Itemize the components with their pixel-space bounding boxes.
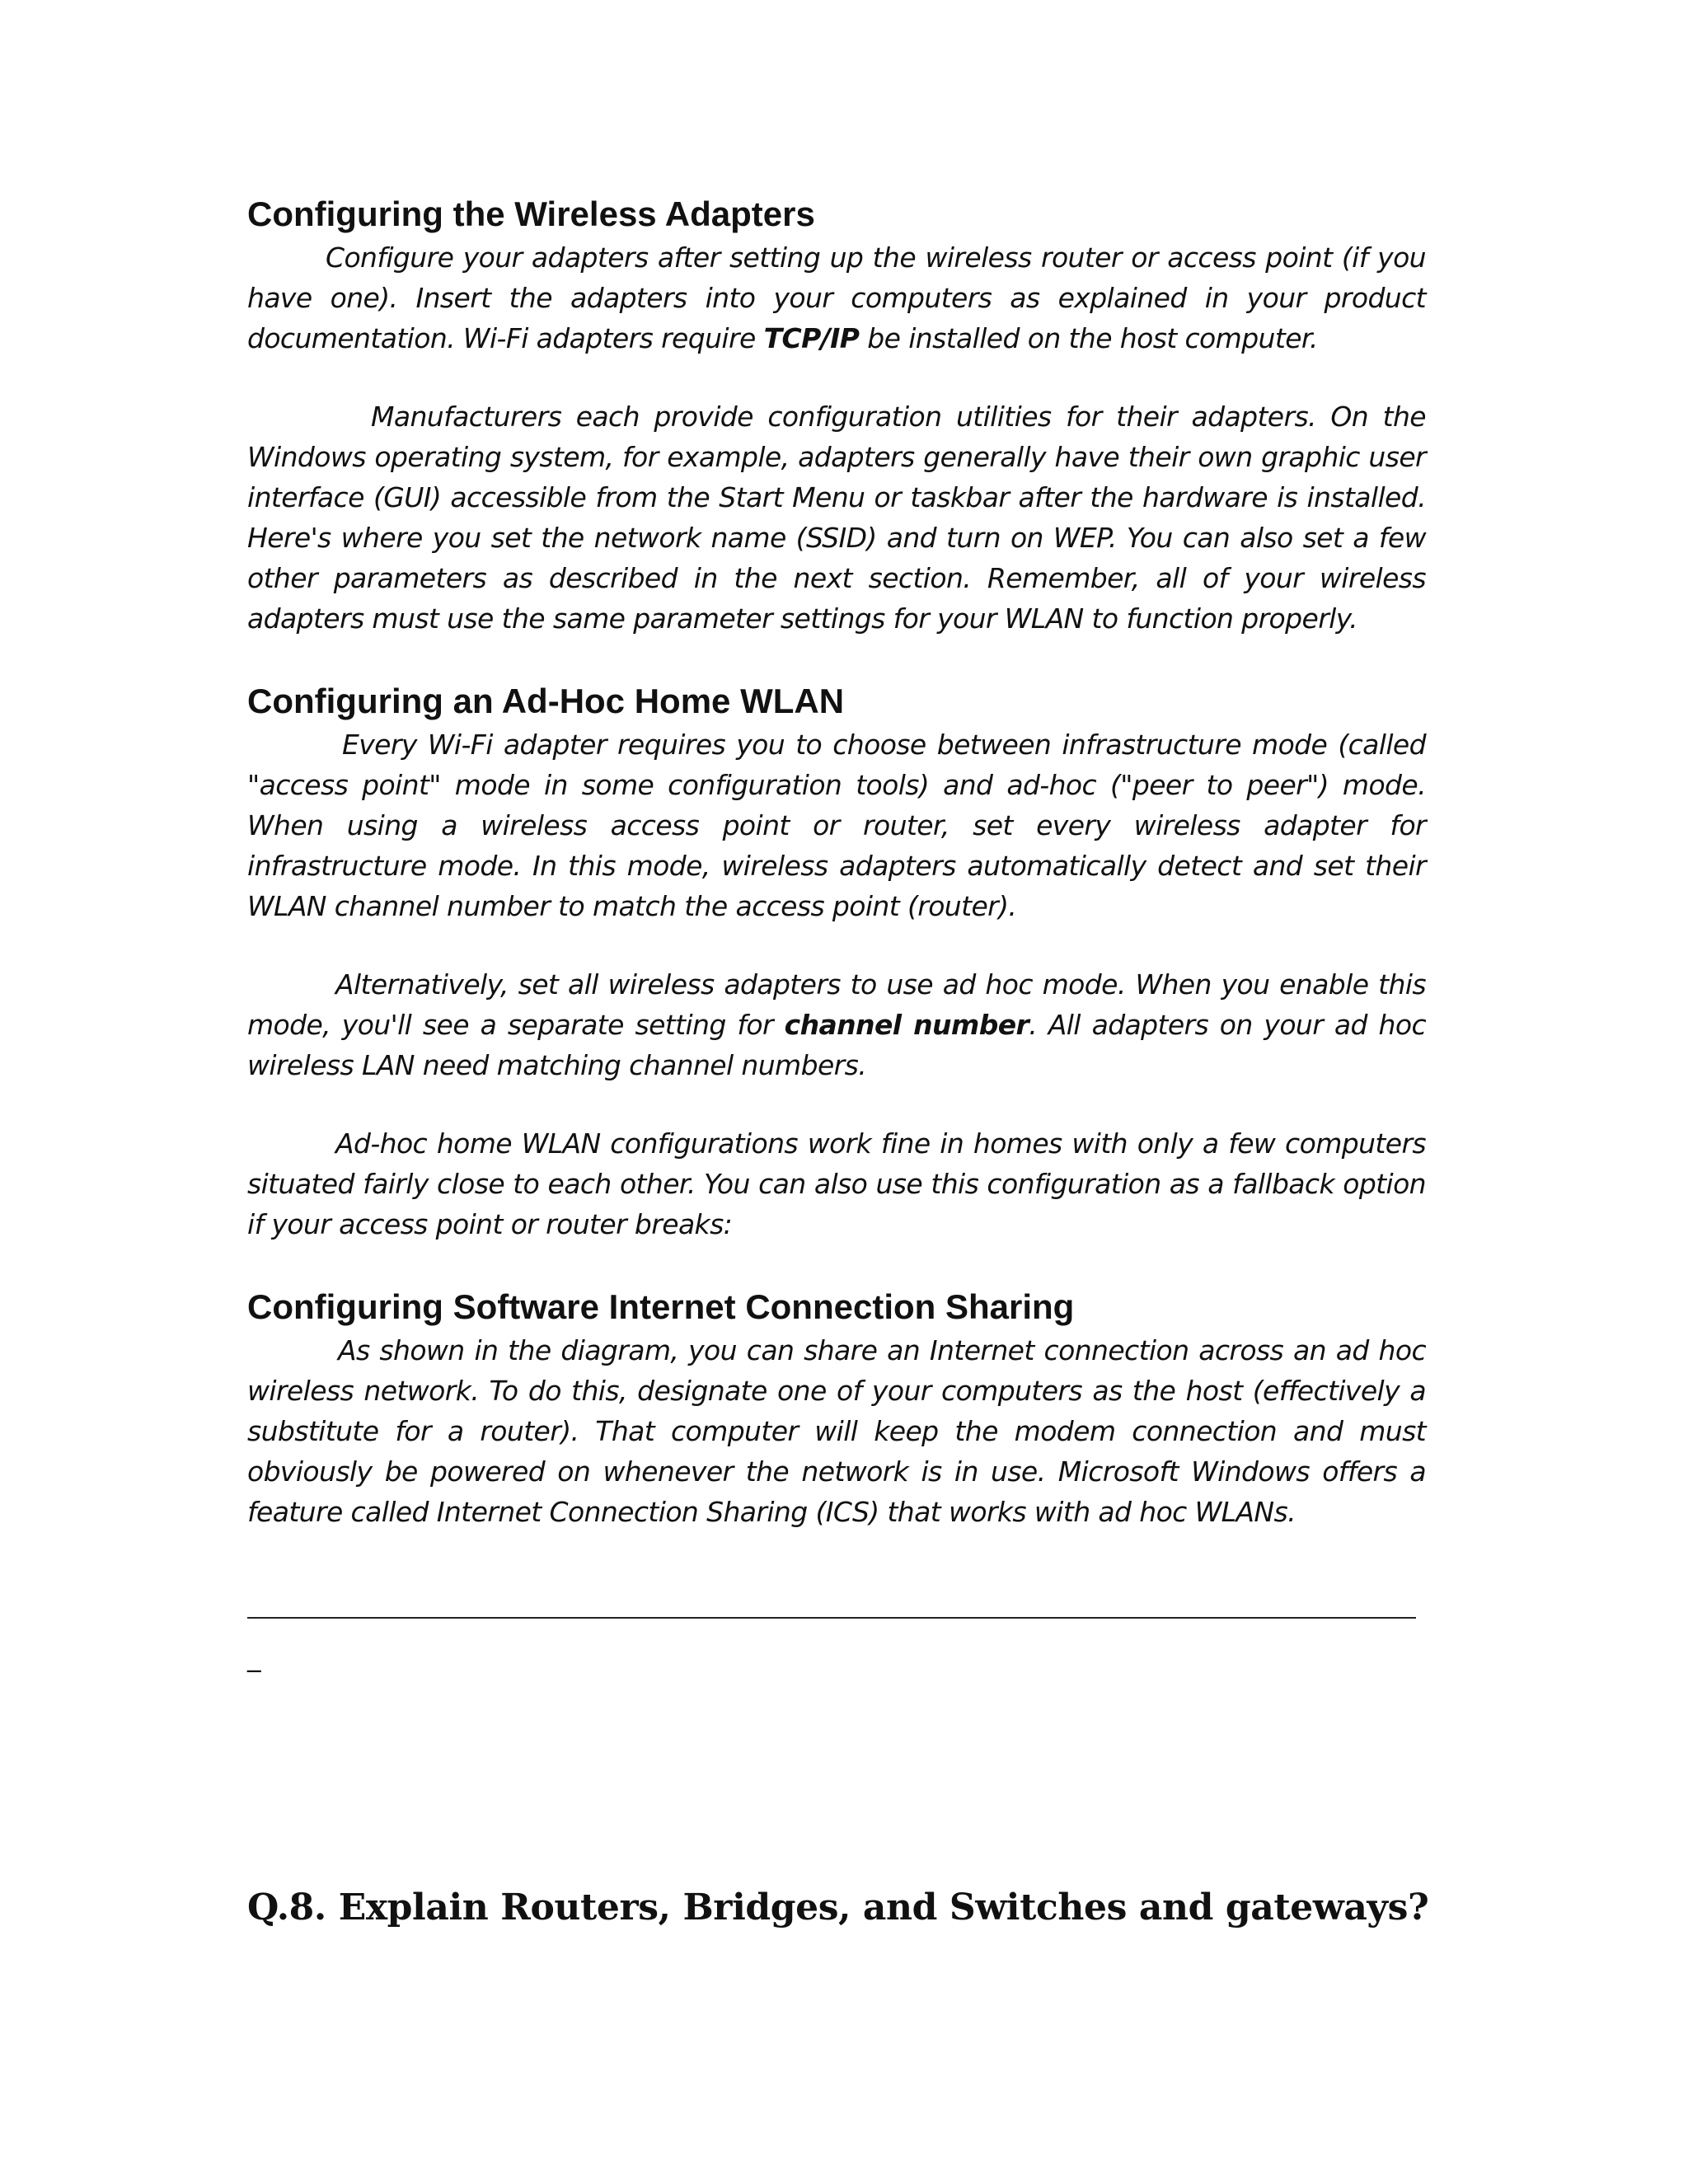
body-paragraph [247, 724, 1426, 926]
paragraph-gap [247, 1085, 1426, 1123]
bold-term: TCP/IP [763, 322, 860, 354]
paragraph-text: be installed on the host computer. [859, 322, 1318, 354]
underscore-mark: _ [247, 1640, 261, 1672]
section-heading: Configuring Software Internet Connection Sharing [247, 1287, 1075, 1326]
paragraph-text: Alternatively, set all wireless adapters to use ad hoc mode. When you enable this mode, you'll see a separate setting for [247, 968, 1426, 1041]
bold-term: channel number [784, 1009, 1029, 1041]
body-paragraph [247, 396, 1426, 639]
paragraph-text: Manufacturers each provide configuration utilities for their adapters. On the Windows operating system, for example, adapters generally have their own graphic user interface (GUI) accessible from the Start Menu or taskbar after the hardware is installed. Here's where you set the network name (SSID) and turn on WEP. You can also set a few other parameters as described in the next section. Remember, all of your wireless adapters must use the same parameter settings for your WLAN to function properly. [247, 401, 1426, 635]
paragraph-gap [247, 926, 1426, 964]
paragraph-gap [247, 359, 1426, 396]
question-heading: Q.8. Explain Routers, Bridges, and Switches and gateways? [247, 1886, 1429, 1929]
document-section [247, 1284, 1426, 1532]
paragraph-text: As shown in the diagram, you can share an Internet connection across an ad hoc wireless network. To do this, designate one of your computers as the host (effectively a substitute for a router). That computer will keep the modem connection and must obviously be powered on whenever the network is in use. Microsoft Windows offers a feature called Internet Connection Sharing (ICS) that works with ad hoc WLANs. [247, 1334, 1426, 1528]
body-paragraph [247, 1123, 1426, 1244]
paragraph-text: Every Wi-Fi adapter requires you to choose between infrastructure mode (called "access point" mode in some configuration tools) and ad-hoc ("peer to peer") mode. When using a wireless access point or router, set every wireless adapter for infrastructure mode. In this mode, wireless adapters automatically detect and set their WLAN channel number to match the access point (router). [247, 729, 1426, 922]
paragraph-text: . All adapters on your ad hoc wireless LAN need matching channel numbers. [247, 1009, 1426, 1081]
document-body [247, 191, 1426, 1532]
paragraph-text: Ad-hoc home WLAN configurations work fine in homes with only a few computers situated fairly close to each other. You can also use this configuration as a fallback option if your access point or router breaks: [247, 1127, 1426, 1240]
section-gap [247, 1244, 1426, 1284]
body-paragraph [247, 964, 1426, 1085]
section-heading: Configuring an Ad-Hoc Home WLAN [247, 682, 845, 720]
body-paragraph [247, 1330, 1426, 1532]
document-section [247, 191, 1426, 639]
section-heading: Configuring the Wireless Adapters [247, 194, 815, 233]
body-paragraph [247, 237, 1426, 359]
document-section [247, 678, 1426, 1244]
horizontal-rule [247, 1617, 1416, 1619]
paragraph-text: Configure your adapters after setting up the wireless router or access point (if you have one). Insert the adapters into your computers as explained in your product documentation. Wi-Fi adapters require [247, 241, 1426, 354]
section-gap [247, 639, 1426, 678]
divider-line [247, 1617, 1416, 1619]
